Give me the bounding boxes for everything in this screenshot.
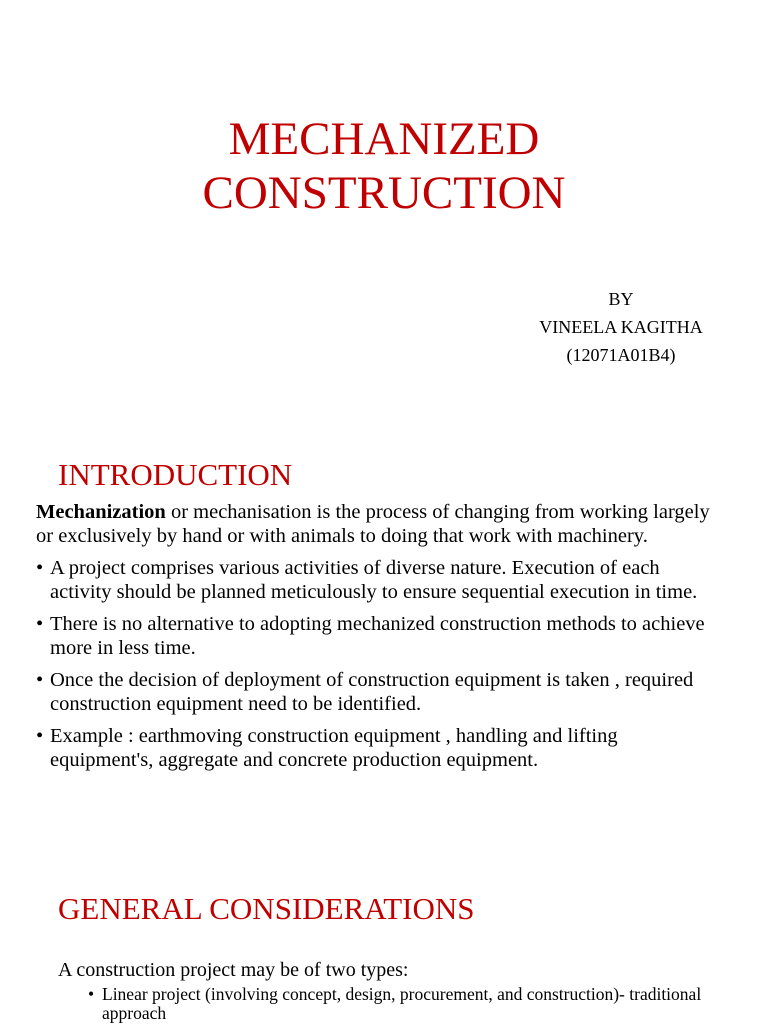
introduction-heading: INTRODUCTION [58,457,293,492]
definition-paragraph [36,500,726,548]
title-slide [0,0,768,430]
bullet-icon: • [88,984,95,1004]
list-item [36,556,726,604]
list-item [36,668,726,716]
definition-text: or mechanisation is the process of changing from working largely or exclusively by hand or with animals to doing that work with machinery. [36,501,710,547]
list-item [36,724,726,772]
bullet-text: Example : earthmoving construction equipment , handling and lifting equipment's, aggregate and concrete production equipment. [50,725,618,771]
general-considerations-heading: GENERAL CONSIDERATIONS [58,891,475,926]
introduction-body [36,500,726,780]
list-item [36,612,726,660]
bullet-icon: • [36,557,44,579]
byline [0,285,768,369]
general-considerations-intro: A construction project may be of two types: [58,959,409,981]
author-name: VINEELA KAGITHA [539,317,703,337]
list-item [88,985,728,1023]
by-label: BY [608,289,634,309]
bullet-text: Linear project (involving concept, design, procurement, and construction)- traditional approach [102,984,702,1023]
introduction-slide [0,440,768,850]
main-title-line-2: CONSTRUCTION [202,167,566,219]
main-title-line-1: MECHANIZED [228,113,540,165]
introduction-bullet-list [36,556,726,772]
main-title [0,112,768,220]
roll-number: (12071A01B4) [566,345,676,365]
general-considerations-bullet-list [88,985,728,1023]
bullet-text: There is no alternative to adopting mechanized construction methods to achieve more in less time. [50,613,705,659]
bullet-icon: • [36,613,44,635]
definition-term: Mechanization [36,501,166,523]
general-considerations-slide [0,880,768,1024]
bullet-text: A project comprises various activities of diverse nature. Execution of each activity should be planned meticulously to ensure sequential execution in time. [50,557,698,603]
bullet-text: Once the decision of deployment of construction equipment is taken , required construction equipment need to be identified. [50,669,694,715]
bullet-icon: • [36,669,44,691]
bullet-icon: • [36,725,44,747]
